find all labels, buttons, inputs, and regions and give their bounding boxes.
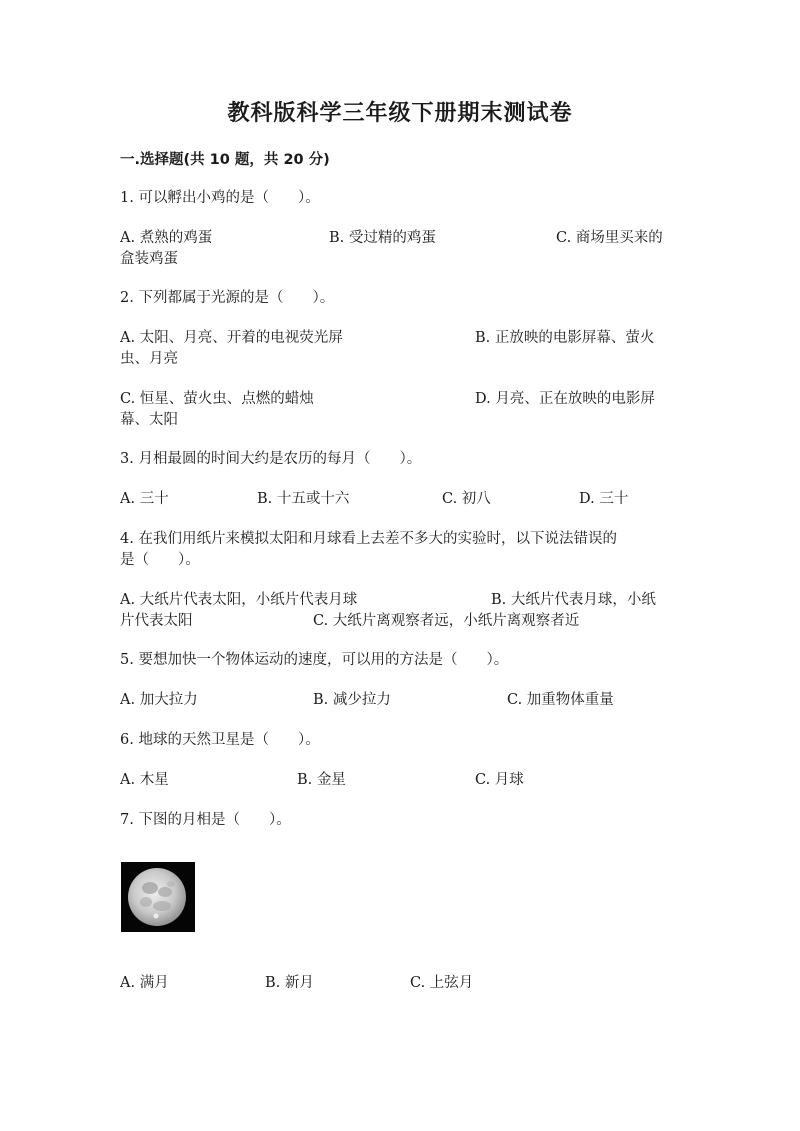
full-moon-photo-icon (121, 862, 195, 932)
question-5-stem: 5. 要想加快一个物体运动的速度，可以用的方法是（ ）。 (120, 652, 509, 668)
question-6-option-a: A. 木星 (120, 772, 169, 788)
question-5-option-a: A. 加大拉力 (120, 692, 198, 708)
question-3-option-d: D. 三十 (579, 491, 629, 507)
question-1-option-a: A. 煮熟的鸡蛋 (120, 230, 213, 246)
question-7-option-a: A. 满月 (120, 975, 169, 991)
question-4-stem: 4. 在我们用纸片来模拟太阳和月球看上去差不多大的实验时，以下说法错误的 (120, 531, 617, 547)
question-1-option-b: B. 受过精的鸡蛋 (329, 230, 436, 246)
question-6-option-c: C. 月球 (475, 772, 524, 788)
question-4-option-a: A. 大纸片代表太阳，小纸片代表月球 (120, 592, 358, 608)
question-2-option-a: A. 太阳、月亮、开着的电视荧光屏 (120, 330, 343, 346)
question-7-stem: 7. 下图的月相是（ ）。 (120, 812, 291, 828)
question-2-option-b: B. 正放映的电影屏幕、萤火 (475, 330, 655, 346)
question-6-stem: 6. 地球的天然卫星是（ ）。 (120, 732, 320, 748)
question-3-option-c: C. 初八 (442, 491, 491, 507)
page-title: 教科版科学三年级下册期末测试卷 (227, 101, 573, 126)
question-1-option-c: C. 商场里买来的 (556, 230, 663, 246)
question-6-option-b: B. 金星 (297, 772, 346, 788)
question-7-option-b: B. 新月 (265, 975, 314, 991)
question-3-option-a: A. 三十 (120, 491, 169, 507)
question-1-option-c-cont: 盒装鸡蛋 (120, 251, 178, 267)
question-2-option-b-cont: 虫、月亮 (120, 351, 178, 367)
question-4-stem-cont: 是（ ）。 (120, 552, 200, 568)
question-2-option-d-cont: 幕、太阳 (120, 412, 178, 428)
question-4-option-b-cont: 片代表太阳 (120, 613, 193, 629)
question-5-option-c: C. 加重物体重量 (507, 692, 614, 708)
question-2-stem: 2. 下列都属于光源的是（ ）。 (120, 290, 335, 306)
question-3-stem: 3. 月相最圆的时间大约是农历的每月（ ）。 (120, 451, 422, 467)
section-header: 一.选择题(共 10 题，共 20 分) (120, 152, 330, 168)
question-4-option-b: B. 大纸片代表月球，小纸 (491, 592, 656, 608)
moon-graphic (121, 862, 195, 932)
question-4-option-c: C. 大纸片离观察者远，小纸片离观察者近 (313, 613, 580, 629)
question-1-stem: 1. 可以孵出小鸡的是（ ）。 (120, 190, 320, 206)
question-7-option-c: C. 上弦月 (410, 975, 474, 991)
question-2-option-d: D. 月亮、正在放映的电影屏 (475, 391, 655, 407)
question-3-option-b: B. 十五或十六 (257, 491, 350, 507)
question-5-option-b: B. 减少拉力 (313, 692, 391, 708)
question-2-option-c: C. 恒星、萤火虫、点燃的蜡烛 (120, 391, 314, 407)
